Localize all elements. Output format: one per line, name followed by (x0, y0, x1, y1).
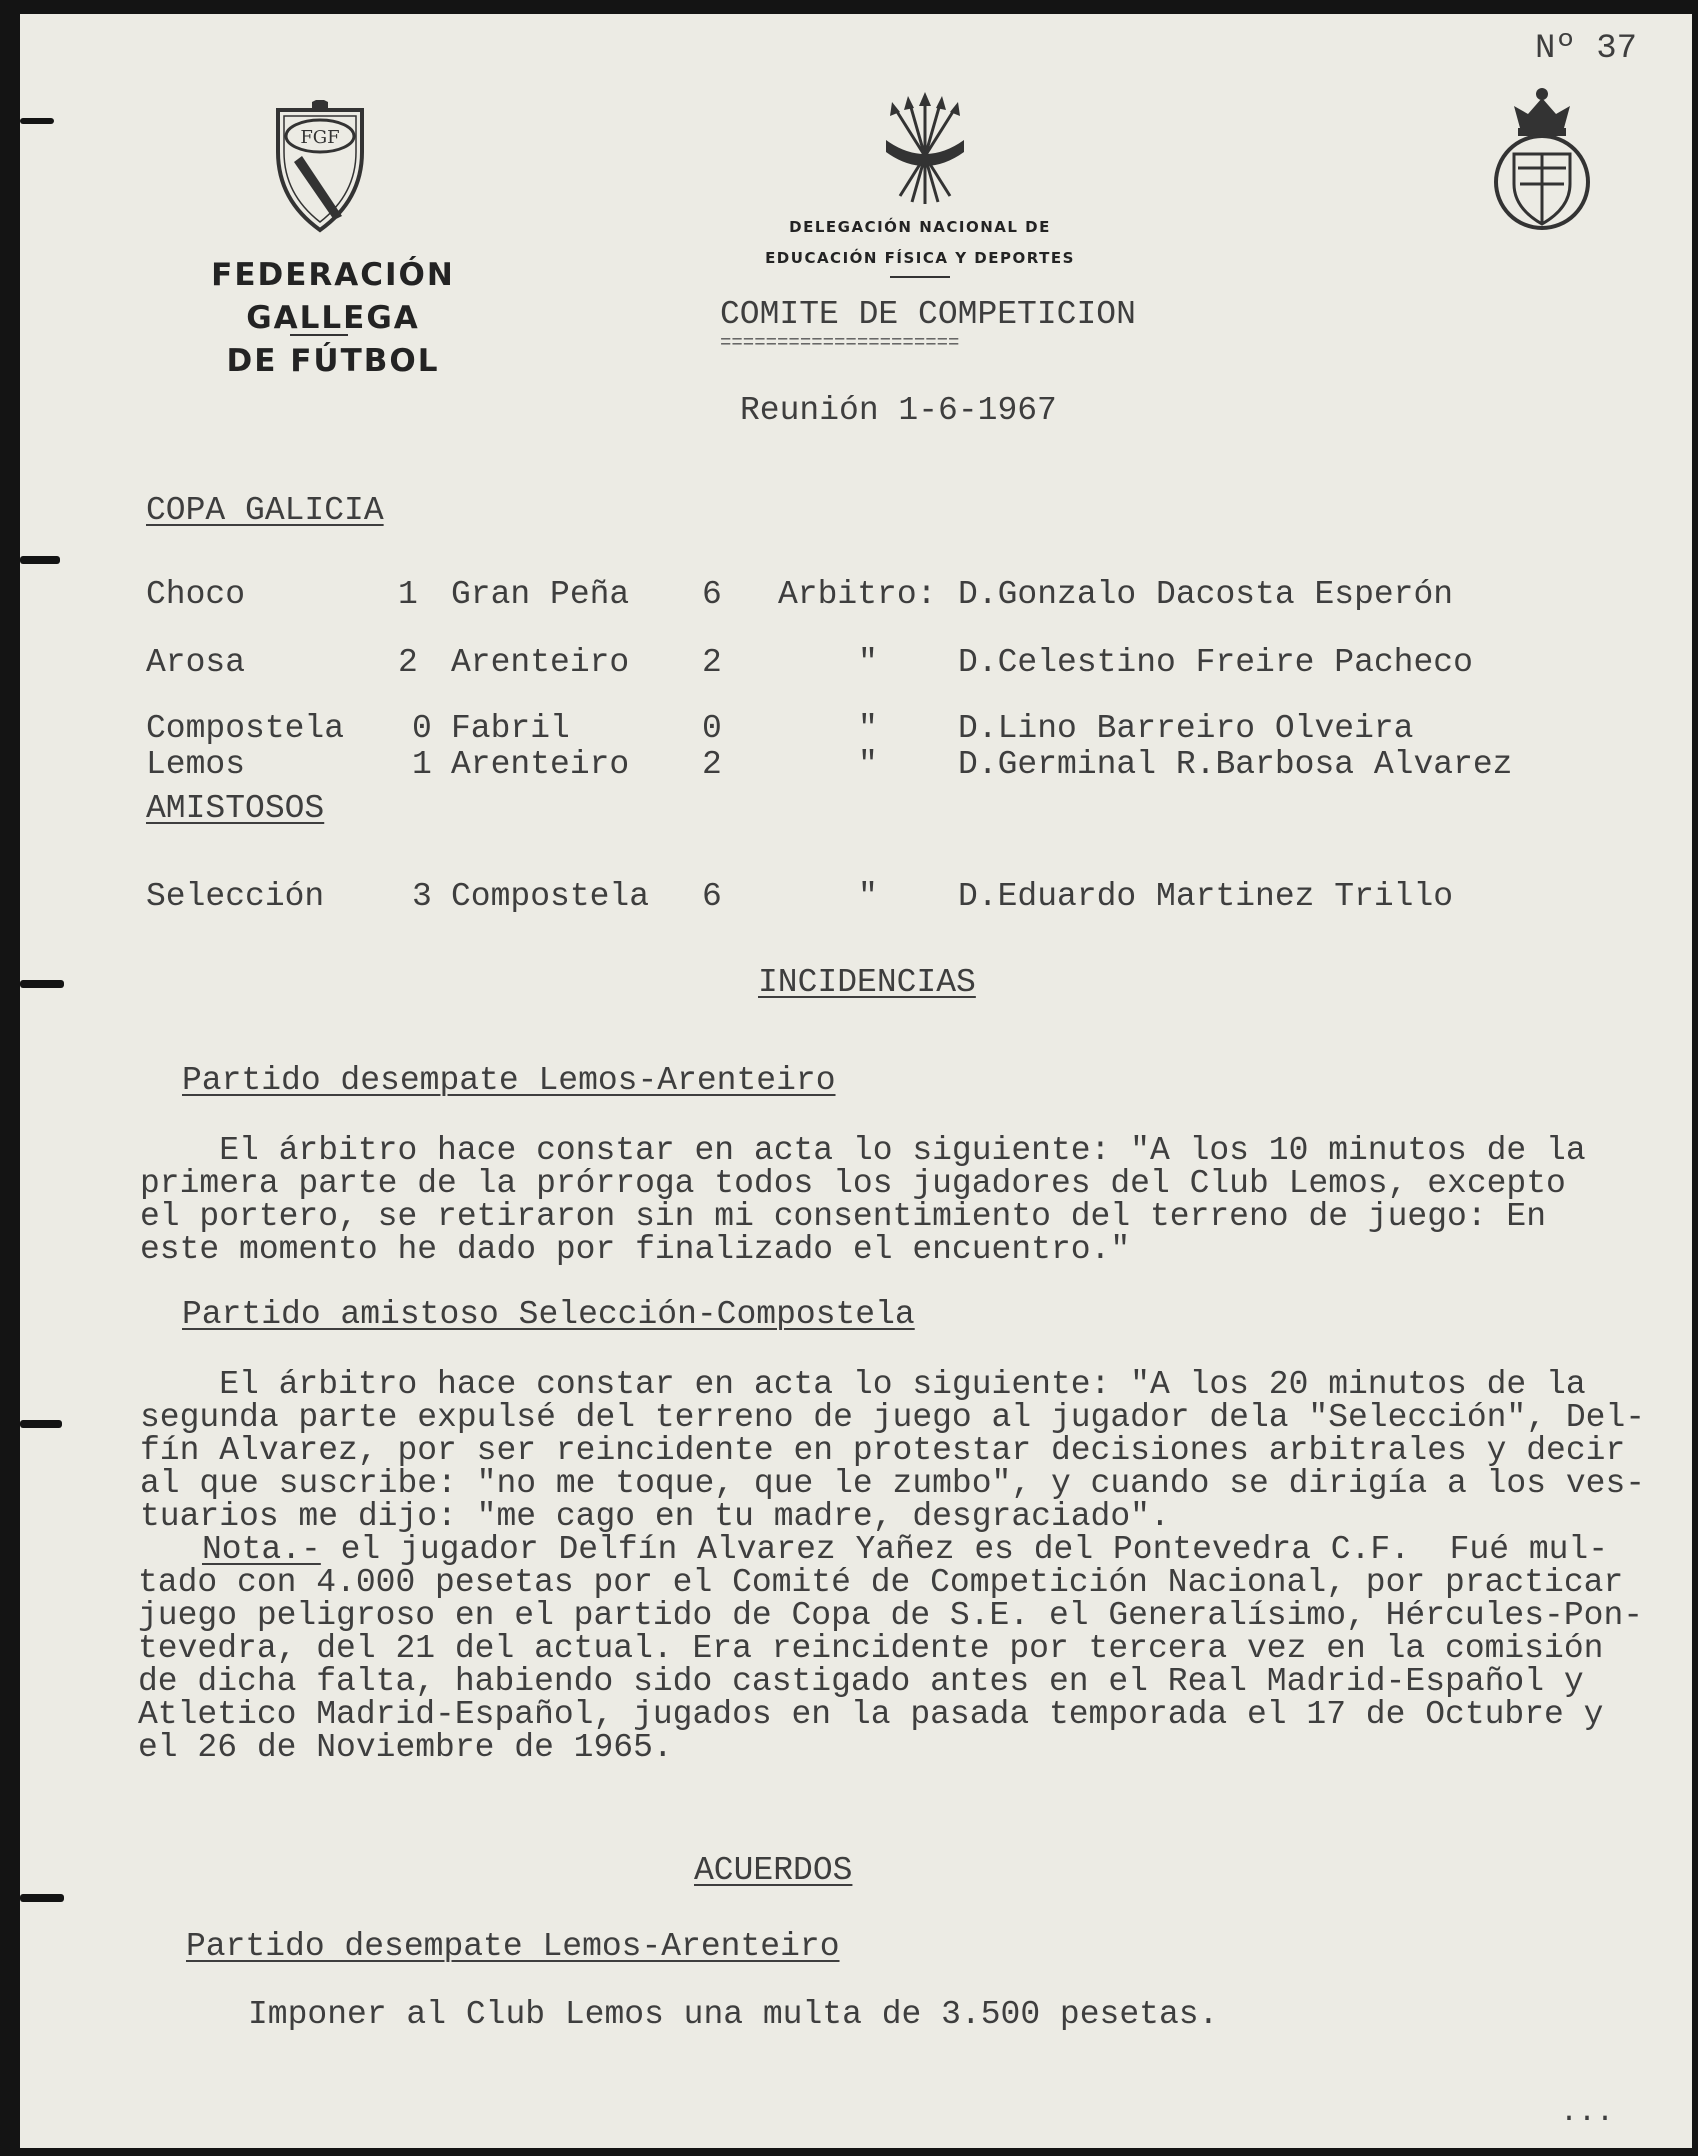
away-team: Compostela (451, 878, 650, 915)
home-team: Compostela (146, 710, 345, 747)
continued-marker: ... (1560, 2096, 1615, 2130)
federation-rule (290, 334, 348, 336)
incident-1-text (140, 1134, 1680, 1266)
away-score: 2 (702, 644, 722, 681)
away-team: Gran Peña (451, 576, 630, 613)
home-score: 2 (398, 644, 418, 681)
away-score: 0 (702, 710, 722, 747)
text-line: primera parte de la prórroga todos los jugadores del Club Lemos, excepto (140, 1165, 1566, 1202)
ditto-mark: " (858, 746, 878, 783)
away-score: 6 (702, 878, 722, 915)
away-team: Arenteiro (451, 644, 630, 681)
ditto-mark: " (858, 644, 878, 681)
ditto-mark: " (858, 710, 878, 747)
referee-name: D.Gonzalo Dacosta Esperón (958, 576, 1454, 613)
away-score: 2 (702, 746, 722, 783)
away-team: Arenteiro (451, 746, 630, 783)
copa-galicia-heading: COPA GALICIA (146, 492, 384, 529)
home-team: Choco (146, 576, 246, 613)
home-score: 3 (412, 878, 432, 915)
binding-hole (20, 1894, 64, 1902)
note-first-text: el jugador Delfín Alvarez Yañez es del Pontevedra C.F. Fué mul- (320, 1531, 1609, 1568)
text-line: de dicha falta, habiendo sido castigado antes en el Real Madrid-Español y (138, 1663, 1584, 1700)
meeting-date: Reunión 1-6-1967 (740, 392, 1057, 429)
text-line: segunda parte expulsé del terreno de juego al jugador dela "Selección", Del- (140, 1399, 1646, 1436)
referee-name: D.Celestino Freire Pacheco (958, 644, 1473, 681)
match-row (146, 576, 1676, 616)
text-line: el portero, se retiraron sin mi consentimiento del terreno de juego: En (140, 1198, 1547, 1235)
ditto-mark: " (858, 878, 878, 915)
text-line: este momento he dado por finalizado el encuentro." (140, 1231, 1131, 1268)
referee-name: D.Eduardo Martinez Trillo (958, 878, 1454, 915)
agreement-title: Partido desempate Lemos-Arenteiro (186, 1928, 840, 1965)
text-line: tuarios me dijo: "me cago en tu madre, desgraciado". (140, 1498, 1170, 1535)
home-team: Lemos (146, 746, 246, 783)
federation-name (118, 254, 548, 383)
incident-2-text (140, 1368, 1680, 1533)
match-row (146, 746, 1676, 786)
amistosos-heading: AMISTOSOS (146, 790, 325, 827)
home-score: 1 (412, 746, 432, 783)
text-line: tevedra, del 21 del actual. Era reincidente por tercera vez en la comisión (138, 1630, 1604, 1667)
federation-name-text: FEDERACIÓN GALLEGA DE FÚTBOL (211, 257, 455, 379)
away-score: 6 (702, 576, 722, 613)
referee-label: Arbitro: (778, 576, 937, 613)
text-line: El árbitro hace constar en acta lo siguiente: "A los 20 minutos de la (140, 1366, 1586, 1403)
binding-hole (20, 556, 60, 564)
text-line: al que suscribe: "no me toque, que le zumbo", y cuando se dirigía a los ves- (140, 1465, 1646, 1502)
committee-title: COMITE DE COMPETICION (720, 296, 1136, 333)
text-line: fín Alvarez, por ser reincidente en protestar decisiones arbitrales y decir (140, 1432, 1626, 1469)
match-row (146, 644, 1676, 684)
delegation-name (720, 212, 1120, 274)
royal-federation-crest (1490, 84, 1594, 234)
delegation-name-text: DELEGACIÓN NACIONAL DE EDUCACIÓN FÍSICA Y DEPORTES (765, 218, 1075, 267)
away-team: Fabril (451, 710, 570, 747)
text-line: El árbitro hace constar en acta lo siguiente: "A los 10 minutos de la (140, 1132, 1586, 1169)
note-first-line (138, 1533, 1678, 1566)
note-paragraph (138, 1533, 1678, 1764)
text-line: el 26 de Noviembre de 1965. (138, 1729, 673, 1766)
document-number: Nº 37 (1535, 30, 1638, 68)
referee-name: D.Lino Barreiro Olveira (958, 710, 1414, 747)
note-label: Nota.- (202, 1531, 321, 1568)
binding-hole (20, 980, 64, 988)
home-team: Arosa (146, 644, 246, 681)
home-score: 1 (398, 576, 418, 613)
acuerdos-heading: ACUERDOS (694, 1852, 853, 1889)
yoke-arrows-emblem (880, 92, 970, 210)
incident-1-title: Partido desempate Lemos-Arenteiro (182, 1062, 836, 1099)
federation-shield-logo (272, 100, 368, 234)
document-page (20, 14, 1692, 2148)
home-score: 0 (412, 710, 432, 747)
incident-2-title: Partido amistoso Selección-Compostela (182, 1296, 915, 1333)
incidencias-heading: INCIDENCIAS (758, 964, 976, 1001)
match-row (146, 878, 1676, 918)
text-line: juego peligroso en el partido de Copa de S.E. el Generalísimo, Hércules-Pon- (138, 1597, 1644, 1634)
svg-text:FGF: FGF (300, 127, 340, 148)
agreement-resolution: Imponer al Club Lemos una multa de 3.500 pesetas. (248, 1996, 1219, 2033)
home-team: Selección (146, 878, 325, 915)
text-line: Atletico Madrid-Español, jugados en la pasada temporada el 17 de Octubre y (138, 1696, 1604, 1733)
delegation-rule (890, 276, 950, 278)
text-line: tado con 4.000 pesetas por el Comité de Competición Nacional, por practicar (138, 1564, 1624, 1601)
committee-title-rule: ===================== (720, 332, 960, 354)
binding-hole (20, 1420, 62, 1428)
binding-hole (20, 118, 54, 124)
match-row (146, 710, 1676, 750)
referee-name: D.Germinal R.Barbosa Alvarez (958, 746, 1513, 783)
